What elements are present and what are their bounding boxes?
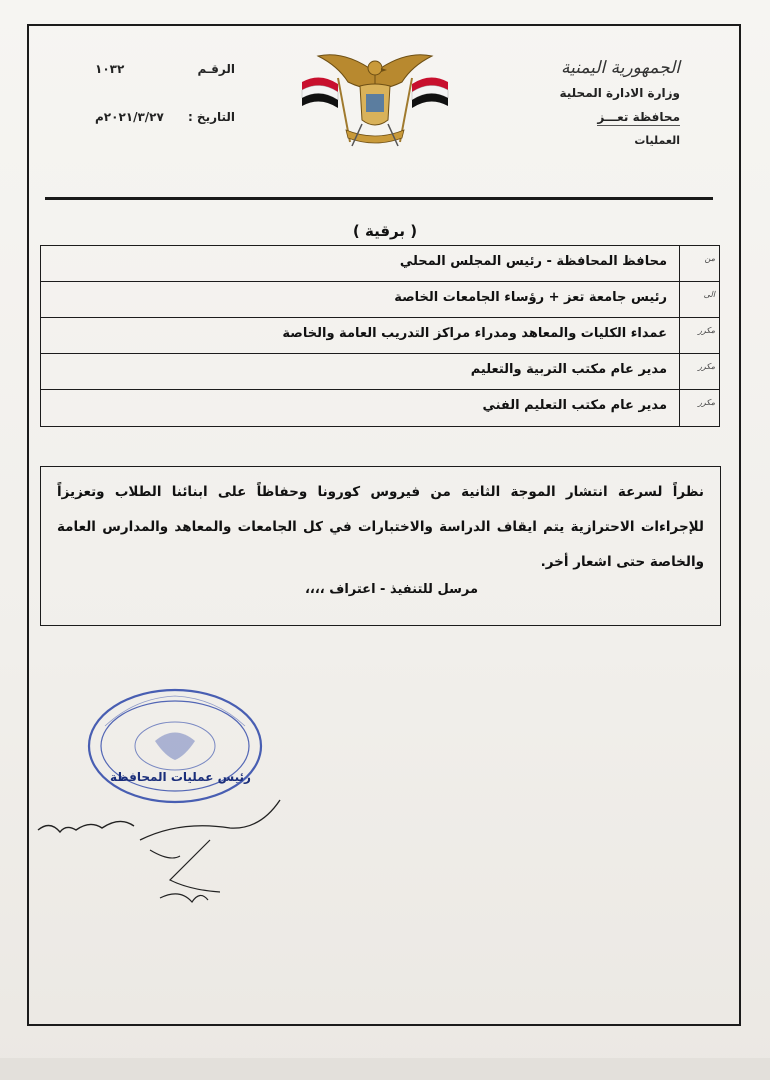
routing-value: مدير عام مكتب التعليم الفني [482,398,667,413]
number-label: الرقـم [197,62,235,76]
routing-row-to [41,282,719,318]
routing-row-cc [41,390,719,426]
routing-value: مدير عام مكتب التربية والتعليم [470,362,667,377]
number-value: ١٠٣٢ [95,62,125,76]
routing-value: محافظ المحافظة - رئيس المجلس المحلي [399,254,667,269]
routing-table [40,245,720,427]
document-title: ( برقية ) [352,222,418,240]
header-divider [45,197,713,200]
letterhead-left [95,62,235,124]
yemen-eagle-emblem-icon [290,42,460,152]
stamp-signatory-title: رئيس عمليات المحافظة [110,770,251,784]
routing-row-cc [41,318,719,354]
routing-label: من [679,246,719,281]
routing-value: رئيس جامعة تعز + رؤساء الجامعات الخاصة [394,290,667,305]
date-value: ٢٠٢١/٣/٢٧م [95,110,164,124]
date-row [95,110,235,124]
message-body [40,466,721,626]
flag-right-icon [400,77,448,142]
routing-row-cc [41,354,719,390]
governorate-name: محافظة تعـــز [597,110,680,124]
routing-label: مكرر [679,354,719,389]
ministry-name: وزارة الادارة المحلية [559,86,680,100]
message-paragraph: نظراً لسرعة انتشار الموجة الثانية من فيروس كورونا وحفاظاً على ابنائنا الطلاب وتعزيزاً للإجراءات الاحترازية يتم ايقاف الدراسة والاختبارات في كل الجامعات والمعاهد والمدارس العامة والخاصة حتى اشعار أخر. [57,484,704,570]
routing-row-from [41,246,719,282]
routing-value: عمداء الكليات والمعاهد ومدراء مراكز التدريب العامة والخاصة [282,326,667,341]
routing-label: الى [679,282,719,317]
republic-calligraphy: الجمهورية اليمنية [560,58,680,78]
message-closing: مرسل للتنفيذ - اعتراف ،،،، [304,582,478,597]
flag-left-icon [302,77,350,142]
department-name: العمليات [634,134,680,147]
routing-label: مكرر [679,318,719,353]
handwritten-signature-icon [30,780,290,920]
reference-number-row [95,62,235,76]
routing-label: مكرر [679,390,719,426]
letterhead-right [510,58,680,147]
scan-bottom-edge [0,1058,770,1080]
date-label: التاريخ : [187,110,235,124]
